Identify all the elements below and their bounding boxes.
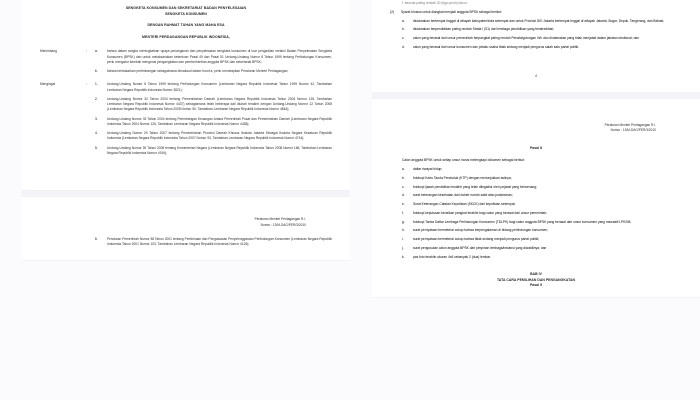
clause-menimbang-a — [40, 49, 332, 65]
list-text: Surat Keterangan Catatan Kepolisian (SKCK) dari kepolisian setempat; — [413, 202, 516, 207]
page-gap — [372, 92, 700, 99]
dokumen-item-a — [390, 167, 682, 172]
list-marker: k. — [402, 254, 405, 259]
clause-mengingat-2 — [40, 97, 332, 113]
list-text: fotokopi keputusan kenaikan pangkat terakhir bagi calon yang berasal dari unsur pemerintah; — [413, 210, 548, 215]
clause-marker: 6. — [95, 237, 98, 241]
clause-menimbang-b — [40, 69, 332, 74]
mengingat-colon: : — [86, 82, 87, 87]
clause-text: Peraturan Pemerintah Nomor 58 Tahun 2001 tentang Pembinaan dan Pengawasan Penyelenggaraan Perlindungan Konsumen (Lembaran Negara Republik Indonesia Tahun 2001 Nomor 103, Tambahan Lembaran Negara Republik Indonesia Nomor 4126); — [107, 237, 332, 247]
ayat-2 — [390, 10, 682, 15]
clause-marker: 5. — [95, 145, 98, 150]
menimbang-colon: : — [86, 49, 87, 54]
list-text: fotokopi Kartu Tanda Penduduk (KTP) dengan menunjukkan aslinya; — [413, 175, 512, 180]
list-marker: a. — [402, 167, 405, 172]
right-page-column — [372, 0, 700, 400]
page-number: 4 — [535, 73, 537, 78]
dokumen-item-j — [390, 246, 682, 251]
clause-marker: b. — [95, 69, 98, 74]
list-text: fotokopi Tanda Daftar Lembaga Perlindungan Konsumen (TDLPK) bagi calon anggota BPSK yang berasal dari unsur konsumen yang mewakili LPKSM; — [413, 219, 632, 224]
bab-heading-line3: Pasal 9 — [529, 283, 543, 288]
list-marker: b. — [402, 175, 405, 180]
clause-text: bahwa berdasarkan pertimbangan sebagaimana dimaksud dalam huruf a, perlu menetapkan Peraturan Menteri Perdagangan; — [107, 69, 289, 74]
clause-marker: 4. — [95, 131, 98, 136]
clause-mengingat-1 — [40, 82, 332, 93]
clause-mengingat-5 — [40, 146, 332, 157]
document-page-4 — [372, 99, 700, 297]
list-text: surat pernyataan bermeterai cukup bahwa tidak sedang menjadi pengurus partai politik; — [413, 237, 540, 242]
clause-marker: a. — [95, 49, 98, 54]
clause-text: Undang-Undang Nomor 39 Tahun 2008 tentang Kementerian Negara (Lembaran Negara Republik Indonesia Tahun 2008 Nomor 166, Tambahan Lembaran Negara Republik Indonesia Nomor 4916); — [107, 145, 332, 155]
list-text: diutamakan berpendidikan paling rendah Strata I (S1) dari lembaga pendidikan yang terakreditasi; — [413, 27, 554, 32]
cut-line-item — [390, 1, 682, 6]
dokumen-item-h — [390, 228, 682, 233]
list-marker: a. — [402, 18, 405, 23]
list-marker: b. — [402, 27, 405, 32]
dokumen-item-f — [390, 211, 682, 216]
clause-mengingat-3 — [40, 117, 332, 128]
list-text: surat pernyataan bermeterai cukup bahwa berpengalaman di bidang perlindungan konsumen; — [413, 228, 548, 233]
pasal-heading: Pasal 8 — [529, 146, 543, 151]
list-text: surat keterangan kesehatan dari dokter rumah sakit atau puskesmas; — [413, 193, 513, 198]
dokumen-item-c — [390, 185, 682, 190]
document-kop-line2: Nomor : 13/M-DAG/PER/3/2010 — [260, 222, 306, 227]
document-page-1 — [22, 0, 350, 190]
list-marker: h. — [402, 228, 405, 233]
dokumen-item-g — [390, 220, 682, 225]
list-text: fotokopi ijasah pendidikan terakhir yang telah dilegalisir oleh pejabat yang berwenang; — [413, 184, 537, 189]
ayat2-item-a — [390, 19, 682, 24]
ayat-lead-text: Syarat khusus untuk diangkat menjadi anggota BPSK sebagai berikut: — [401, 9, 502, 14]
page-title-line3: DENGAN RAHMAT TUHAN YANG MAHA ESA — [147, 23, 225, 28]
bab-heading-line2: TATA CARA PEMILIHAN DAN PENGANGKATAN — [497, 277, 575, 282]
document-page-2 — [22, 197, 350, 259]
page-title-line2: SENGKETA KONSUMEN — [165, 11, 207, 16]
clause-marker: 3. — [95, 116, 98, 121]
list-marker: c. — [402, 36, 405, 40]
list-marker: j. — [402, 245, 404, 250]
menimbang-label: Menimbang — [40, 49, 57, 54]
document-kop-line1: Peraturan Menteri Perdagangan R.I. — [254, 217, 306, 222]
list-text: daftar riwayat hidup; — [413, 167, 443, 172]
page-title-line4: MENTERI PERDAGANGAN REPUBLIK INDONESIA, — [142, 34, 230, 39]
list-text: diutamakan bertempat tinggal di wilayah kabupaten/kota setempat dan untuk Provinsi DKI Jakarta bertempat tinggal di wilayah Jakarta, Bogor, Depok, Tangerang, dan Bekasi; — [413, 18, 665, 23]
mengingat-label: Mengingat — [40, 82, 56, 87]
clause-mengingat-6 — [40, 237, 332, 248]
list-text: pas foto terakhir ukuran 4x6 sebanyak 2 (dua) lembar. — [413, 254, 491, 259]
page-gap — [22, 190, 350, 197]
cut-line-text: f. berusia paling rendah 30 (tiga puluh) tahun; — [402, 1, 468, 5]
clause-text: Undang-Undang Nomor 8 Tahun 1999 tentang Perlindungan Konsumen (Lembaran Negara Republik Indonesia Tahun 1999 Nomor 42, Tambahan Lembaran Negara Republik Indonesia Nomor 3821); — [107, 82, 332, 92]
clause-marker: 2. — [95, 96, 98, 101]
list-text: calon yang berasal dari unsur konsumen dan pelaku usaha tidak sedang menjadi pengurus salah satu partai politik. — [413, 44, 580, 49]
dokumen-item-k — [390, 255, 682, 260]
list-marker: i. — [402, 237, 404, 242]
list-marker: c. — [402, 184, 405, 189]
document-page-3 — [372, 0, 700, 92]
clause-text: bahwa dalam rangka meningkatkan upaya penanganan dan penyelesaian sengketa konsumen di luar pengadilan melalui Badan Penyelesaian Sengketa Konsumen (BPSK) dan untuk melaksanakan ketentuan Pasal 49 dan Pasal 51 Undang-Undang Nomor 8 Tahun 1999 tentang Perlindungan Konsumen, perlu mengatur kembali mengenai pengangkatan dan pemberhentian anggota BPSK dan sekretariat BPSK; — [107, 49, 332, 64]
pasal-lead-text: Calon anggota BPSK untuk setiap unsur harus melengkapi dokumen sebagai berikut: — [402, 157, 525, 162]
list-marker: g. — [402, 219, 405, 224]
dokumen-item-e — [390, 202, 682, 207]
clause-text: Undang-Undang Nomor 33 Tahun 2004 tentang Perimbangan Keuangan Antara Pemerintah Pusat dan Pemerintahan Daerah (Lembaran Negara Republik Indonesia Tahun 2004 Nomor 126, Tambahan Lembaran Negara Republik Indonesia Nomor 4438); — [107, 116, 332, 126]
dokumen-item-b — [390, 176, 682, 181]
left-page-column — [22, 0, 350, 400]
dokumen-item-i — [390, 237, 682, 242]
list-text: calon yang berasal dari unsur pemerintah berpangkat paling rendah Penata/golongan III/c dan diutamakan yang tidak menjabat dalam jabatan struktural; dan — [413, 36, 640, 40]
list-marker: d. — [402, 193, 405, 198]
document-kop-line2: Nomor : 13/M-DAG/PER/3/2010 — [610, 127, 656, 132]
ayat2-item-c — [390, 36, 682, 41]
list-marker: e. — [402, 202, 405, 207]
ayat2-item-d — [390, 45, 682, 50]
list-marker: d. — [402, 44, 405, 49]
clause-marker: 1. — [95, 82, 98, 87]
bab-heading-line1: BAB IV — [530, 272, 542, 277]
document-kop-line1: Peraturan Menteri Perdagangan R.I. — [604, 122, 656, 127]
ayat-marker: (2) — [390, 9, 394, 14]
list-marker: f. — [402, 210, 404, 215]
clause-text: Undang-Undang Nomor 32 Tahun 2004 tentang Pemerintahan Daerah (Lembaran Negara Republik Indonesia Tahun 2004 Nomor 125, Tambahan Lembaran Negara Republik Indonesia Nomor 4437) sebagaimana telah beberapa kali diubah terakhir dengan Undang-Undang Nomor 12 Tahun 2008 (Lembaran Negara Republik Indonesia Tahun 2008 Nomor 59, Tambahan Lembaran Negara Republik Indonesia Nomor 4844); — [107, 96, 332, 112]
list-text: surat pengusulan calon anggota BPSK dari pimpinan lembaga/instansi yang diwakilinya; dan — [413, 245, 547, 250]
clause-mengingat-4 — [40, 131, 332, 142]
clause-text: Undang-Undang Nomor 29 Tahun 2007 tentang Pemerintahan Provinsi Daerah Khusus Ibukota Jakarta Sebagai Ibukota Negara Kesatuan Republik Indonesia (Lembaran Negara Republik Indonesia Tahun 2007 Nomor 93, Tambahan Lembaran Negara Republik Indonesia Nomor 4744); — [107, 131, 332, 141]
ayat2-item-b — [390, 27, 682, 32]
dokumen-item-d — [390, 193, 682, 198]
page-title-line1: SENGKETA KONSUMEN DAN SEKRETARIAT BADAN PENYELESAIAN — [125, 6, 247, 10]
